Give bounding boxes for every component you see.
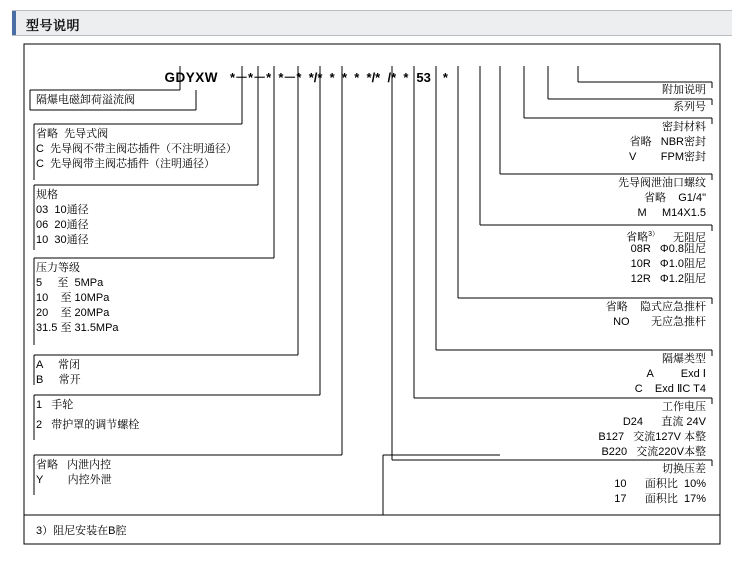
label-extra-note: 附加说明 <box>662 84 706 96</box>
section-header <box>12 10 732 36</box>
label-spec-03: 03 10通径 <box>36 204 89 216</box>
model-code-row <box>150 52 448 101</box>
label-switch-17: 17 面积比 17% <box>614 493 706 505</box>
label-pilot-type-c1: C 先导阀不带主阀芯插件（不注明通径） <box>36 143 238 155</box>
label-pressure-5: 5 至 5MPa <box>36 277 104 289</box>
label-pilot-type-title: 省略 先导式阀 <box>36 128 109 140</box>
label-explosion-title: 隔爆类型 <box>662 353 706 365</box>
label-switch-title: 切换压差 <box>662 463 706 475</box>
label-damping-08r: 08R Φ0.8阻尼 <box>630 243 706 255</box>
model-code-name: GDYXW <box>164 70 218 85</box>
footnote: 3）阻尼安装在B腔 <box>36 525 127 537</box>
label-pressure-title: 压力等级 <box>36 262 80 274</box>
label-pressure-10: 10 至 10MPa <box>36 292 110 304</box>
label-seal-fpm: V FPM密封 <box>628 151 706 163</box>
label-emergency-none: NO 无应急推杆 <box>613 316 706 328</box>
label-adjust-bolt: 2 带护罩的调节螺栓 <box>36 419 140 431</box>
label-damping-footnote-marker: 3） <box>648 231 659 238</box>
label-pilot-type-c2: C 先导阀带主阀芯插件（注明通径） <box>36 158 216 170</box>
label-spec-10: 10 30通径 <box>36 234 89 246</box>
label-pressure-315: 31.5 至 31.5MPa <box>36 322 119 334</box>
label-voltage-d24: D24 直流 24V <box>622 416 706 428</box>
label-spec-title: 规格 <box>36 189 58 201</box>
label-normally-closed: A 常闭 <box>36 359 81 371</box>
model-code-segments: *－*－* *－* */* * * * */* /* * <box>229 70 409 85</box>
label-damping-none-desc: 无阻尼 <box>673 231 706 244</box>
model-code-series: 53 <box>416 70 431 85</box>
label-emergency-hidden: 省略 隐式应急推杆 <box>605 301 706 313</box>
label-damping-none-text: 省略 <box>626 231 649 244</box>
label-pressure-20: 20 至 20MPa <box>36 307 110 319</box>
label-product-name: 隔爆电磁卸荷溢流阀 <box>36 94 135 106</box>
label-voltage-b127: B127 交流127V 本整 <box>598 431 706 443</box>
label-drain-internal: 省略 内泄内控 <box>36 459 112 471</box>
label-pilot-drain-g14: 省略 G1/4" <box>644 192 706 204</box>
label-pilot-drain-title: 先导阀泄油口螺纹 <box>618 177 706 189</box>
label-handwheel: 1 手轮 <box>36 399 74 411</box>
page-title: 型号说明 <box>26 18 81 33</box>
label-explosion-a: A Exd Ⅰ <box>646 368 706 380</box>
label-normally-open: B 常开 <box>36 374 81 386</box>
label-pilot-drain-m14: M M14X1.5 <box>637 207 706 219</box>
label-damping-12r: 12R Φ1.2阻尼 <box>630 273 706 285</box>
label-damping-10r: 10R Φ1.0阻尼 <box>630 258 706 270</box>
label-explosion-c: C Exd ⅡC T4 <box>634 383 706 395</box>
label-seal-nbr: 省略 NBR密封 <box>629 136 706 148</box>
label-voltage-b220: B220 交流220V本整 <box>601 446 706 458</box>
label-voltage-title: 工作电压 <box>662 401 706 413</box>
label-drain-external: Y 内控外泄 <box>36 474 112 486</box>
label-series-number: 系列号 <box>673 101 706 113</box>
label-spec-06: 06 20通径 <box>36 219 89 231</box>
label-switch-10: 10 面积比 10% <box>614 478 706 490</box>
label-seal-title: 密封材料 <box>662 121 706 133</box>
header-accent-bar <box>12 11 16 35</box>
model-code-tail: * <box>442 70 448 85</box>
